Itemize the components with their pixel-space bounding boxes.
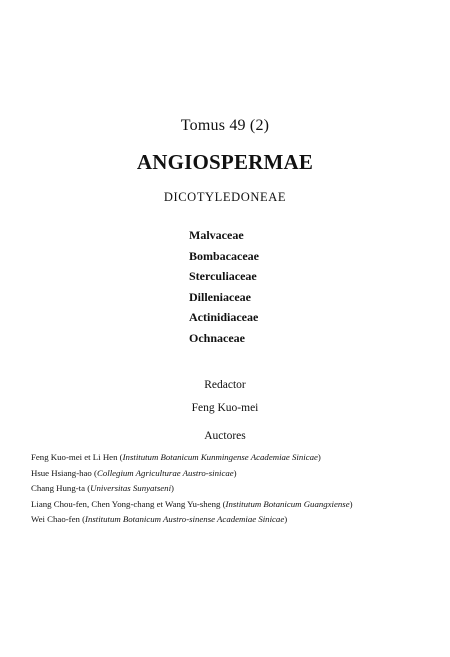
author-entry: Hsue Hsiang-hao (Collegium Agriculturae Austro-sinicae)	[31, 467, 237, 478]
author-institution: Institutum Botanicum Kunmingense Academiae Sinicae	[122, 452, 318, 462]
redactor-label: Redactor	[204, 379, 246, 391]
family-item: Dilleniaceae	[189, 289, 251, 304]
family-item: Malvaceae	[189, 228, 244, 242]
author-names: Hsue Hsiang-hao	[31, 467, 92, 478]
author-list	[31, 450, 353, 528]
family-list	[189, 225, 259, 349]
author-names: Liang Chou-fen, Chen Yong-chang et Wang Yu-sheng	[31, 498, 221, 509]
auctores-label: Auctores	[204, 430, 246, 442]
author-entry: Liang Chou-fen, Chen Yong-chang et Wang Yu-sheng (Institutum Botanicum Guangxiense)	[31, 498, 353, 509]
page-title: ANGIOSPERMAE	[136, 150, 314, 174]
author-names: Chang Hung-ta	[31, 483, 85, 493]
author-names: Wei Chao-fen	[31, 514, 80, 524]
family-item: Sterculiaceae	[189, 269, 257, 284]
author-institution: Universitas Sunyatseni	[90, 483, 172, 493]
author-institution: Institutum Botanicum Austro-sinense Academiae Sinicae	[85, 514, 285, 524]
volume-number: Tomus 49 (2)	[180, 117, 270, 134]
author-institution: Institutum Botanicum Guangxiense	[225, 498, 350, 509]
redactor-name: Feng Kuo-mei	[191, 402, 259, 414]
author-names: Feng Kuo-mei et Li Hen	[31, 452, 118, 462]
author-entry: Feng Kuo-mei et Li Hen (Institutum Botanicum Kunmingense Academiae Sinicae)	[31, 452, 321, 462]
author-entry: Chang Hung-ta (Universitas Sunyatseni)	[31, 483, 174, 493]
author-institution: Collegium Agriculturae Austro-sinicae	[96, 467, 234, 478]
family-item: Actinidiaceae	[189, 310, 259, 325]
family-item: Ochnaceae	[189, 330, 245, 345]
family-item: Bombacaceae	[189, 248, 259, 263]
subclass-heading: DICOTYLEDONEAE	[163, 190, 287, 204]
author-entry: Wei Chao-fen (Institutum Botanicum Austro-sinense Academiae Sinicae)	[31, 514, 288, 524]
